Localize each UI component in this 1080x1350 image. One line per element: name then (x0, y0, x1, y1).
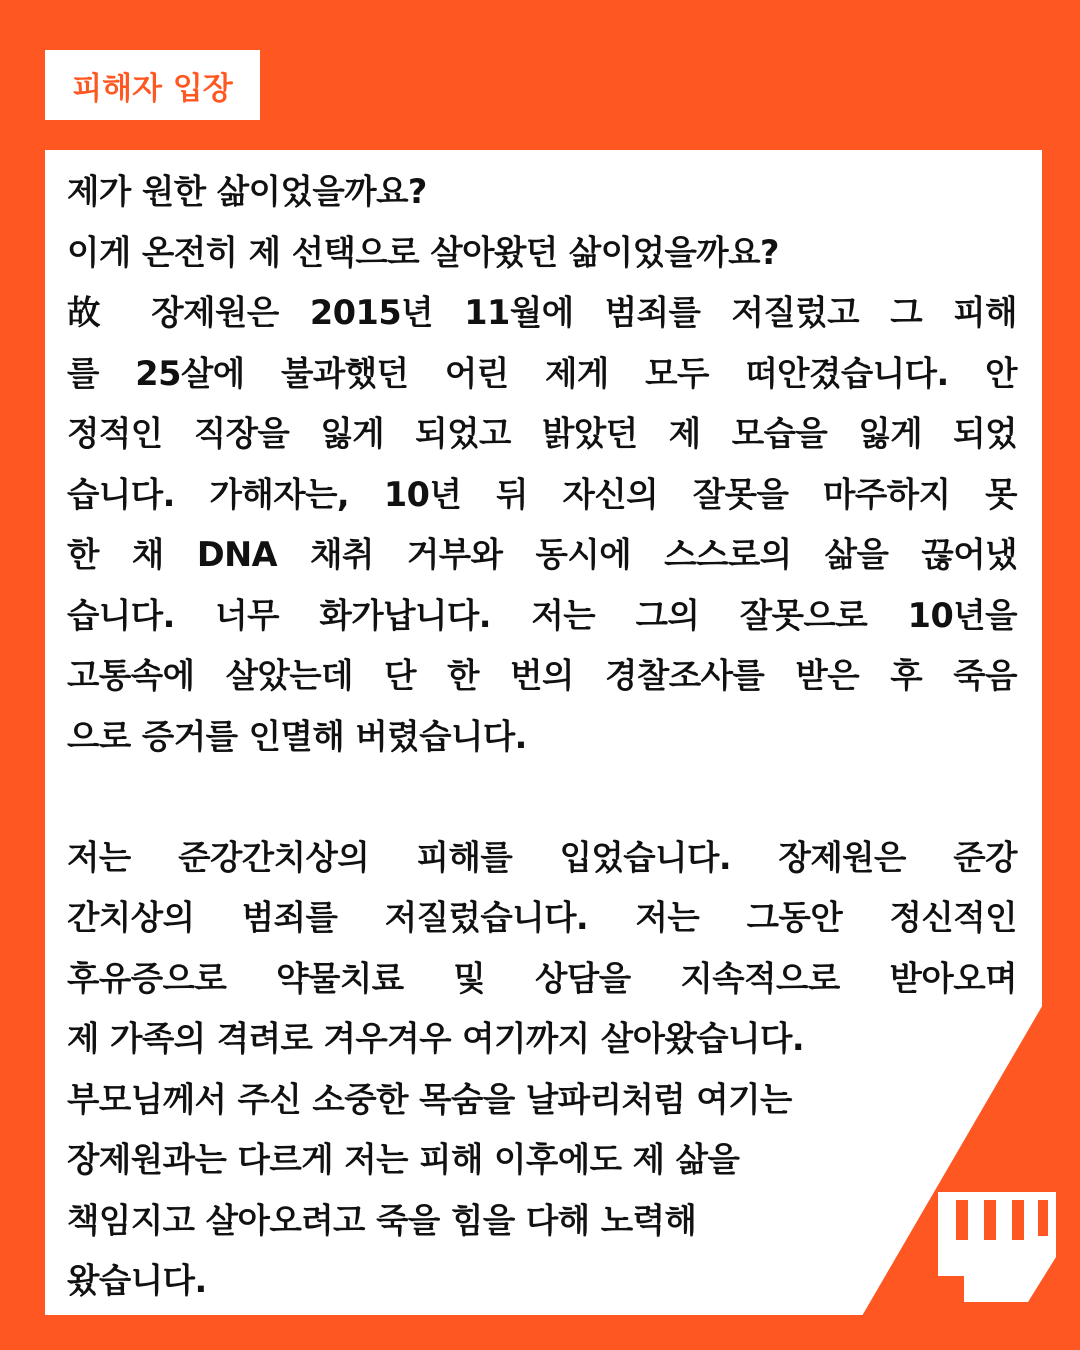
section-label (45, 50, 260, 120)
statement-line: 저는 준강간치상의 피해를 입었습니다. 장제원은 준강 (67, 837, 1017, 877)
statement-line: 습니다. 가해자는, 10년 뒤 자신의 잘못을 마주하지 못 (67, 474, 1017, 514)
statement-line: 제 가족의 격려로 겨우겨우 여기까지 살아왔습니다. (67, 1019, 805, 1058)
statement-line: 습니다. 너무 화가납니다. 저는 그의 잘못으로 10년을 (67, 595, 1017, 635)
statement-line: 한 채 DNA 채취 거부와 동시에 스스로의 삶을 끊어냈 (67, 535, 1017, 574)
statement-line: 정적인 직장을 잃게 되었고 밝았던 제 모습을 잃게 되었 (67, 414, 1017, 453)
statement-line: 이게 온전히 제 선택으로 살아왔던 삶이었을까요? (67, 232, 779, 272)
statement-line: 고통속에 살았는데 단 한 번의 경찰조사를 받은 후 죽음 (67, 656, 1017, 695)
statement-line: 제가 원한 삶이었을까요? (67, 172, 427, 211)
section-label-text: 피해자 입장 (72, 70, 233, 107)
statement-line: 간치상의 범죄를 저질렀습니다. 저는 그동안 정신적인 (67, 898, 1017, 937)
statement-line: 책임지고 살아오려고 죽을 힘을 다해 노력해 (67, 1200, 697, 1240)
statement-line: 으로 증거를 인멸해 버렸습니다. (67, 716, 527, 756)
statement-line: 왔습니다. (67, 1261, 207, 1300)
paragraph-gap (67, 767, 1017, 828)
statement-line: 부모님께서 주신 소중한 목숨을 날파리처럼 여기는 (67, 1079, 792, 1119)
statement-line: 후유증으로 약물치료 및 상담을 지속적으로 받아오며 (67, 958, 1017, 998)
statement-line: 장제원과는 다르게 저는 피해 이후에도 제 삶을 (67, 1140, 740, 1179)
statement-text (67, 162, 1017, 1312)
fist-icon (938, 1192, 1056, 1302)
statement-line: 故 장제원은 2015년 11월에 범죄를 저질렀고 그 피해 (67, 293, 1017, 332)
statement-line: 를 25살에 불과했던 어린 제게 모두 떠안겼습니다. 안 (67, 353, 1017, 393)
